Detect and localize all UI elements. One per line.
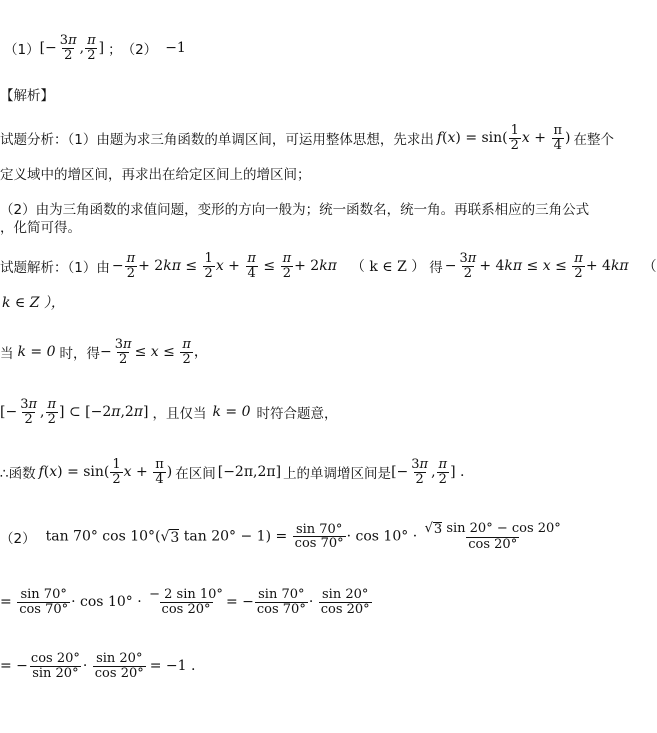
increasing-interval-text: 上的单调增区间是 (283, 466, 392, 483)
step-3: = − $\frac{\cos 20^\circ}{\sin 20^\circ}$ · $\frac{\sin 20^\circ}{\cos 20^\circ}$ (0, 651, 144, 681)
inequality-1: − $\frac{\pi}{2}$ + 2kπ ≤ $\frac{1}{2}$ x + $\frac{\pi}{4}$ ≤ $\frac{\pi}{2}$ + 2kπ (111, 251, 337, 281)
zai-qujian-text: 在区间 (175, 466, 216, 483)
interval-x: − $\frac{3\pi}{2}$ ≤ x ≤ $\frac{\pi}{2}$ ， (100, 337, 208, 367)
answer-part2-value: −1 (165, 40, 186, 57)
final-interval: [− $\frac{3\pi}{2}$ , $\frac{\pi}{2}$ ] . (391, 457, 465, 487)
fuhe-tiyi-text: 时符合题意， (256, 406, 338, 423)
solution-part2-line-3 (0, 652, 195, 680)
analysis-line1-text: 试题分析：（1）由题为求三角函数的单调区间，可运用整体思想，先求出 (0, 132, 434, 149)
solution-line1-de: 得 (429, 260, 443, 277)
dang-text: 当 (0, 346, 14, 363)
solution-line-1 (0, 252, 657, 280)
function-definition-2: f(x) = sin( $\frac{1}{2}$ x + $\frac{\pi}{4}$ ) (38, 457, 173, 487)
analysis-line1-suffix: 在整个 (573, 132, 614, 149)
solution-line-2: k ∈ Z ）， (2, 295, 65, 311)
k-in-z-1: （ k ∈ Z ） (350, 259, 426, 276)
final-result: = −1 . (149, 658, 196, 675)
inequality-2: − $\frac{3\pi}{2}$ + 4kπ ≤ x ≤ $\frac{\pi}{2}$ + 4kπ (444, 251, 629, 281)
solution-line-4 (0, 398, 338, 426)
analysis-header: 【解析】 (0, 88, 54, 104)
solution-part2-line-2 (0, 588, 373, 616)
function-definition: f(x) = sin( $\frac{1}{2}$ x + $\frac{\pi}{4}$ ) (436, 123, 571, 153)
shi-de-text: 时，得 (59, 346, 101, 363)
therefore-function: ∴函数 (0, 466, 36, 483)
solution-line-3 (0, 338, 208, 366)
analysis-line-1 (0, 124, 614, 152)
analysis-line-2: 定义域中的增区间，再求出在给定区间上的增区间； (0, 167, 311, 183)
solution-line-5 (0, 458, 464, 486)
answer-part2-label: （2） (121, 42, 158, 59)
subset-statement: [− $\frac{3\pi}{2}$ , $\frac{\pi}{2}$ ] ⊂ [−2π,2π] (0, 397, 149, 427)
qie-jin-dang-text: ，且仅当 (152, 406, 207, 423)
k-equals-zero-2: k = 0 (212, 404, 251, 421)
interval-2pi: [−2π,2π] (217, 464, 282, 481)
answer-line (4, 34, 186, 62)
answer-separator: ； (108, 42, 122, 59)
answer-part1-label: （1） (4, 42, 40, 59)
step-2: = $\frac{\sin 70^\circ}{\cos 70^\circ}$ · cos 10° · $\frac{- 2 \sin 10^\circ}{\cos 20^\circ}$ = − $\frac{\sin 70^\circ}{\cos 70^\circ}$ · $\frac{\sin 20^\circ}{\cos 20^\circ}$ (0, 587, 370, 617)
tan-expression: tan 70° cos 10°(√ 3 tan 20° − 1) = $\frac{\sin 70^\circ}{\cos 70^\circ}$ · cos 10° · √ 3 sin 20° − cos 20° cos 20° (45, 521, 561, 552)
k-equals-zero: k = 0 (17, 344, 56, 361)
solution-line1-prefix: 试题解析：（1）由 (0, 260, 110, 277)
answer-part1-interval: [− $\frac{3\pi}{2}$ , $\frac{\pi}{2}$ ] (39, 33, 105, 63)
solution-part2-line-1 (0, 522, 564, 551)
analysis-line-3: （2）由为三角函数的求值问题，变形的方向一般为；统一函数名，统一角。再联系相应的三角公式 (0, 202, 590, 218)
analysis-line-4: ，化简可得。 (0, 220, 81, 236)
k-open-paren: （ (642, 259, 657, 276)
part2-label: （2） (0, 530, 36, 547)
